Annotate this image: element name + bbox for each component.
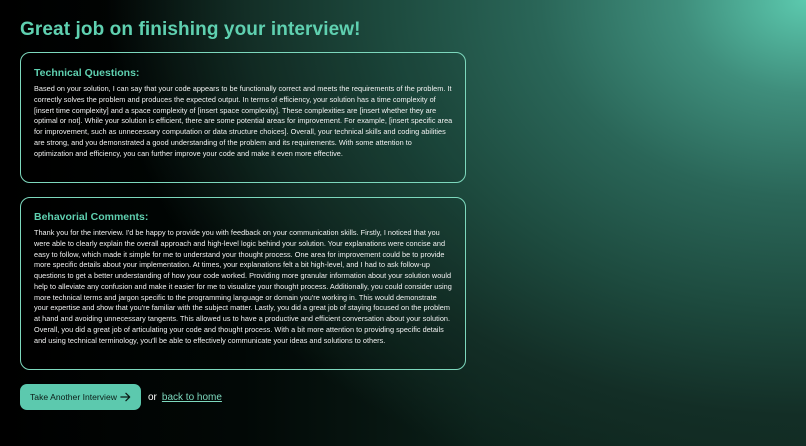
arrow-right-icon: [120, 392, 131, 402]
technical-heading: Technical Questions:: [34, 67, 140, 79]
or-separator: or: [148, 391, 157, 403]
page-title: Great job on finishing your interview!: [20, 19, 361, 40]
technical-feedback-card: [20, 52, 466, 183]
back-to-home-link[interactable]: back to home: [161, 391, 222, 403]
take-another-interview-label: Take Another Interview: [30, 392, 117, 402]
technical-feedback-text: Based on your solution, I can say that your code appears to be functionally correct and meets the requirements of the problem. It correctly solves the problem and produces the expected output. In terms of efficiency, your solution has a time complexity of [insert time complexity] and a space complexity of [insert space complexity]. These complexities are [insert whether they are optimal or not]. While your solution is efficient, there are some potential areas for improvement. For example, [insert specific area for improvement, such as unnecessary computation or data structure choices]. Overall, your technical skills and coding abilities are strong, and you demonstrated a good understanding of the problem and its requirements. With some attention to optimization and efficiency, you can further improve your code and make it even more effective.: [34, 84, 453, 158]
take-another-interview-button[interactable]: [20, 384, 141, 410]
behavioral-feedback-text: Thank you for the interview. I'd be happy to provide you with feedback on your communication skills. Firstly, I noticed that you were able to clearly explain the overall approach and high-level logic behind your solution. Your explanations were concise and easy to follow, which made it simple for me to understand your thought process. One area for improvement could be to provide more specific details about your implementation. At times, your explanations felt a bit high-level, and I had to ask follow-up questions to get a better understanding of how your code worked. Providing more granular information about your solution would help to alleviate any confusion and make it easier for me to visualize your thought process. Additionally, you could consider using more technical terms and jargon specific to the programming language or domain you're working in. This would demonstrate your expertise and show that you're familiar with the subject matter. Lastly, you did a great job of staying focused on the problem at hand and avoiding unnecessary tangents. This allowed us to have a productive and efficient conversation about your solution. Overall, you did a great job of articulating your code and thought process. With a bit more attention to providing specific details and using technical terminology, you'll be able to effectively communicate your ideas and solutions to others.: [34, 228, 452, 345]
behavioral-feedback-card: [20, 197, 466, 370]
action-bar: [20, 384, 466, 410]
behavioral-heading: Behavorial Comments:: [34, 211, 149, 223]
results-page: [20, 18, 466, 410]
